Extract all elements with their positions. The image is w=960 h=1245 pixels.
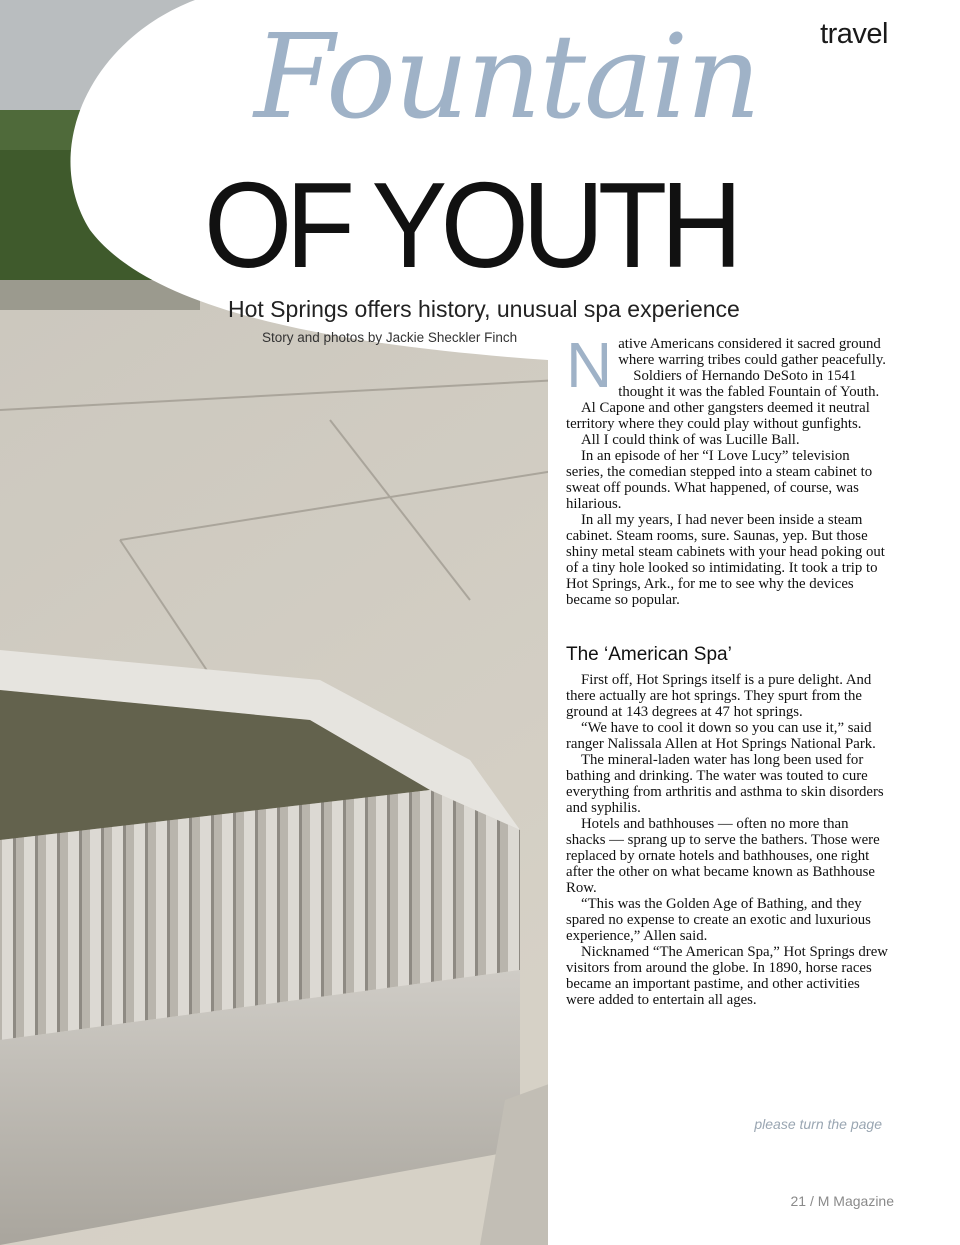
article-paragraph: In all my years, I had never been inside a steam cabinet. Steam rooms, sure. Saunas, yep. But those shiny metal steam cabinets with your head poking out of a tiny hole looked so intimidating. It took a trip to Hot Springs, Ark., for me to see why the devices became so popular. (566, 512, 885, 608)
article-subhead: The ‘American Spa’ (566, 644, 732, 665)
article-paragraph: Nicknamed “The American Spa,” Hot Springs drew visitors from around the globe. In 1890, horse races became an important pastime, and other activities were added to entertain all ages. (566, 944, 888, 1008)
article-paragraph: The mineral-laden water has long been used for bathing and drinking. The water was touted to cure everything from arthritis and asthma to skin disorders and syphilis. (566, 752, 884, 816)
continued-note: please turn the page (754, 1116, 882, 1132)
subtitle: Hot Springs offers history, unusual spa experience (228, 296, 740, 322)
article-paragraph: All I could think of was Lucille Ball. (581, 432, 800, 448)
article-body (566, 329, 888, 1008)
article-paragraph: Al Capone and other gangsters deemed it neutral territory where they could play without gunfights. (566, 400, 870, 432)
section-label: travel (820, 18, 888, 50)
article-paragraph: ative Americans considered it sacred ground where warring tribes could gather peacefully. (618, 336, 886, 368)
page-folio: 21 / M Magazine (790, 1193, 894, 1209)
article-paragraph: First off, Hot Springs itself is a pure delight. And there actually are hot springs. They spurt from the ground at 143 degrees at 47 hot springs. (566, 672, 872, 720)
main-title: OF YOUTH (204, 157, 737, 293)
article-paragraph: “This was the Golden Age of Bathing, and they spared no expense to create an exotic and luxurious experience,” Allen said. (566, 896, 871, 944)
article-paragraph: Hotels and bathhouses — often no more than shacks — sprang up to serve the bathers. Those were replaced by ornate hotels and bathhouses, one right after the other on what became known as Bathhouse Row. (566, 816, 880, 896)
article-paragraph: In an episode of her “I Love Lucy” television series, the comedian stepped into a steam cabinet to sweat off pounds. What happened, of course, was hilarious. (566, 448, 873, 512)
drop-cap: N (566, 329, 613, 401)
byline: Story and photos by Jackie Sheckler Finch (262, 330, 518, 345)
article-paragraph: “We have to cool it down so you can use it,” said ranger Nalissala Allen at Hot Springs National Park. (566, 720, 876, 752)
script-title: Fountain (254, 10, 759, 145)
article-paragraph: Soldiers of Hernando DeSoto in 1541 thought it was the fabled Fountain of Youth. (618, 368, 880, 400)
